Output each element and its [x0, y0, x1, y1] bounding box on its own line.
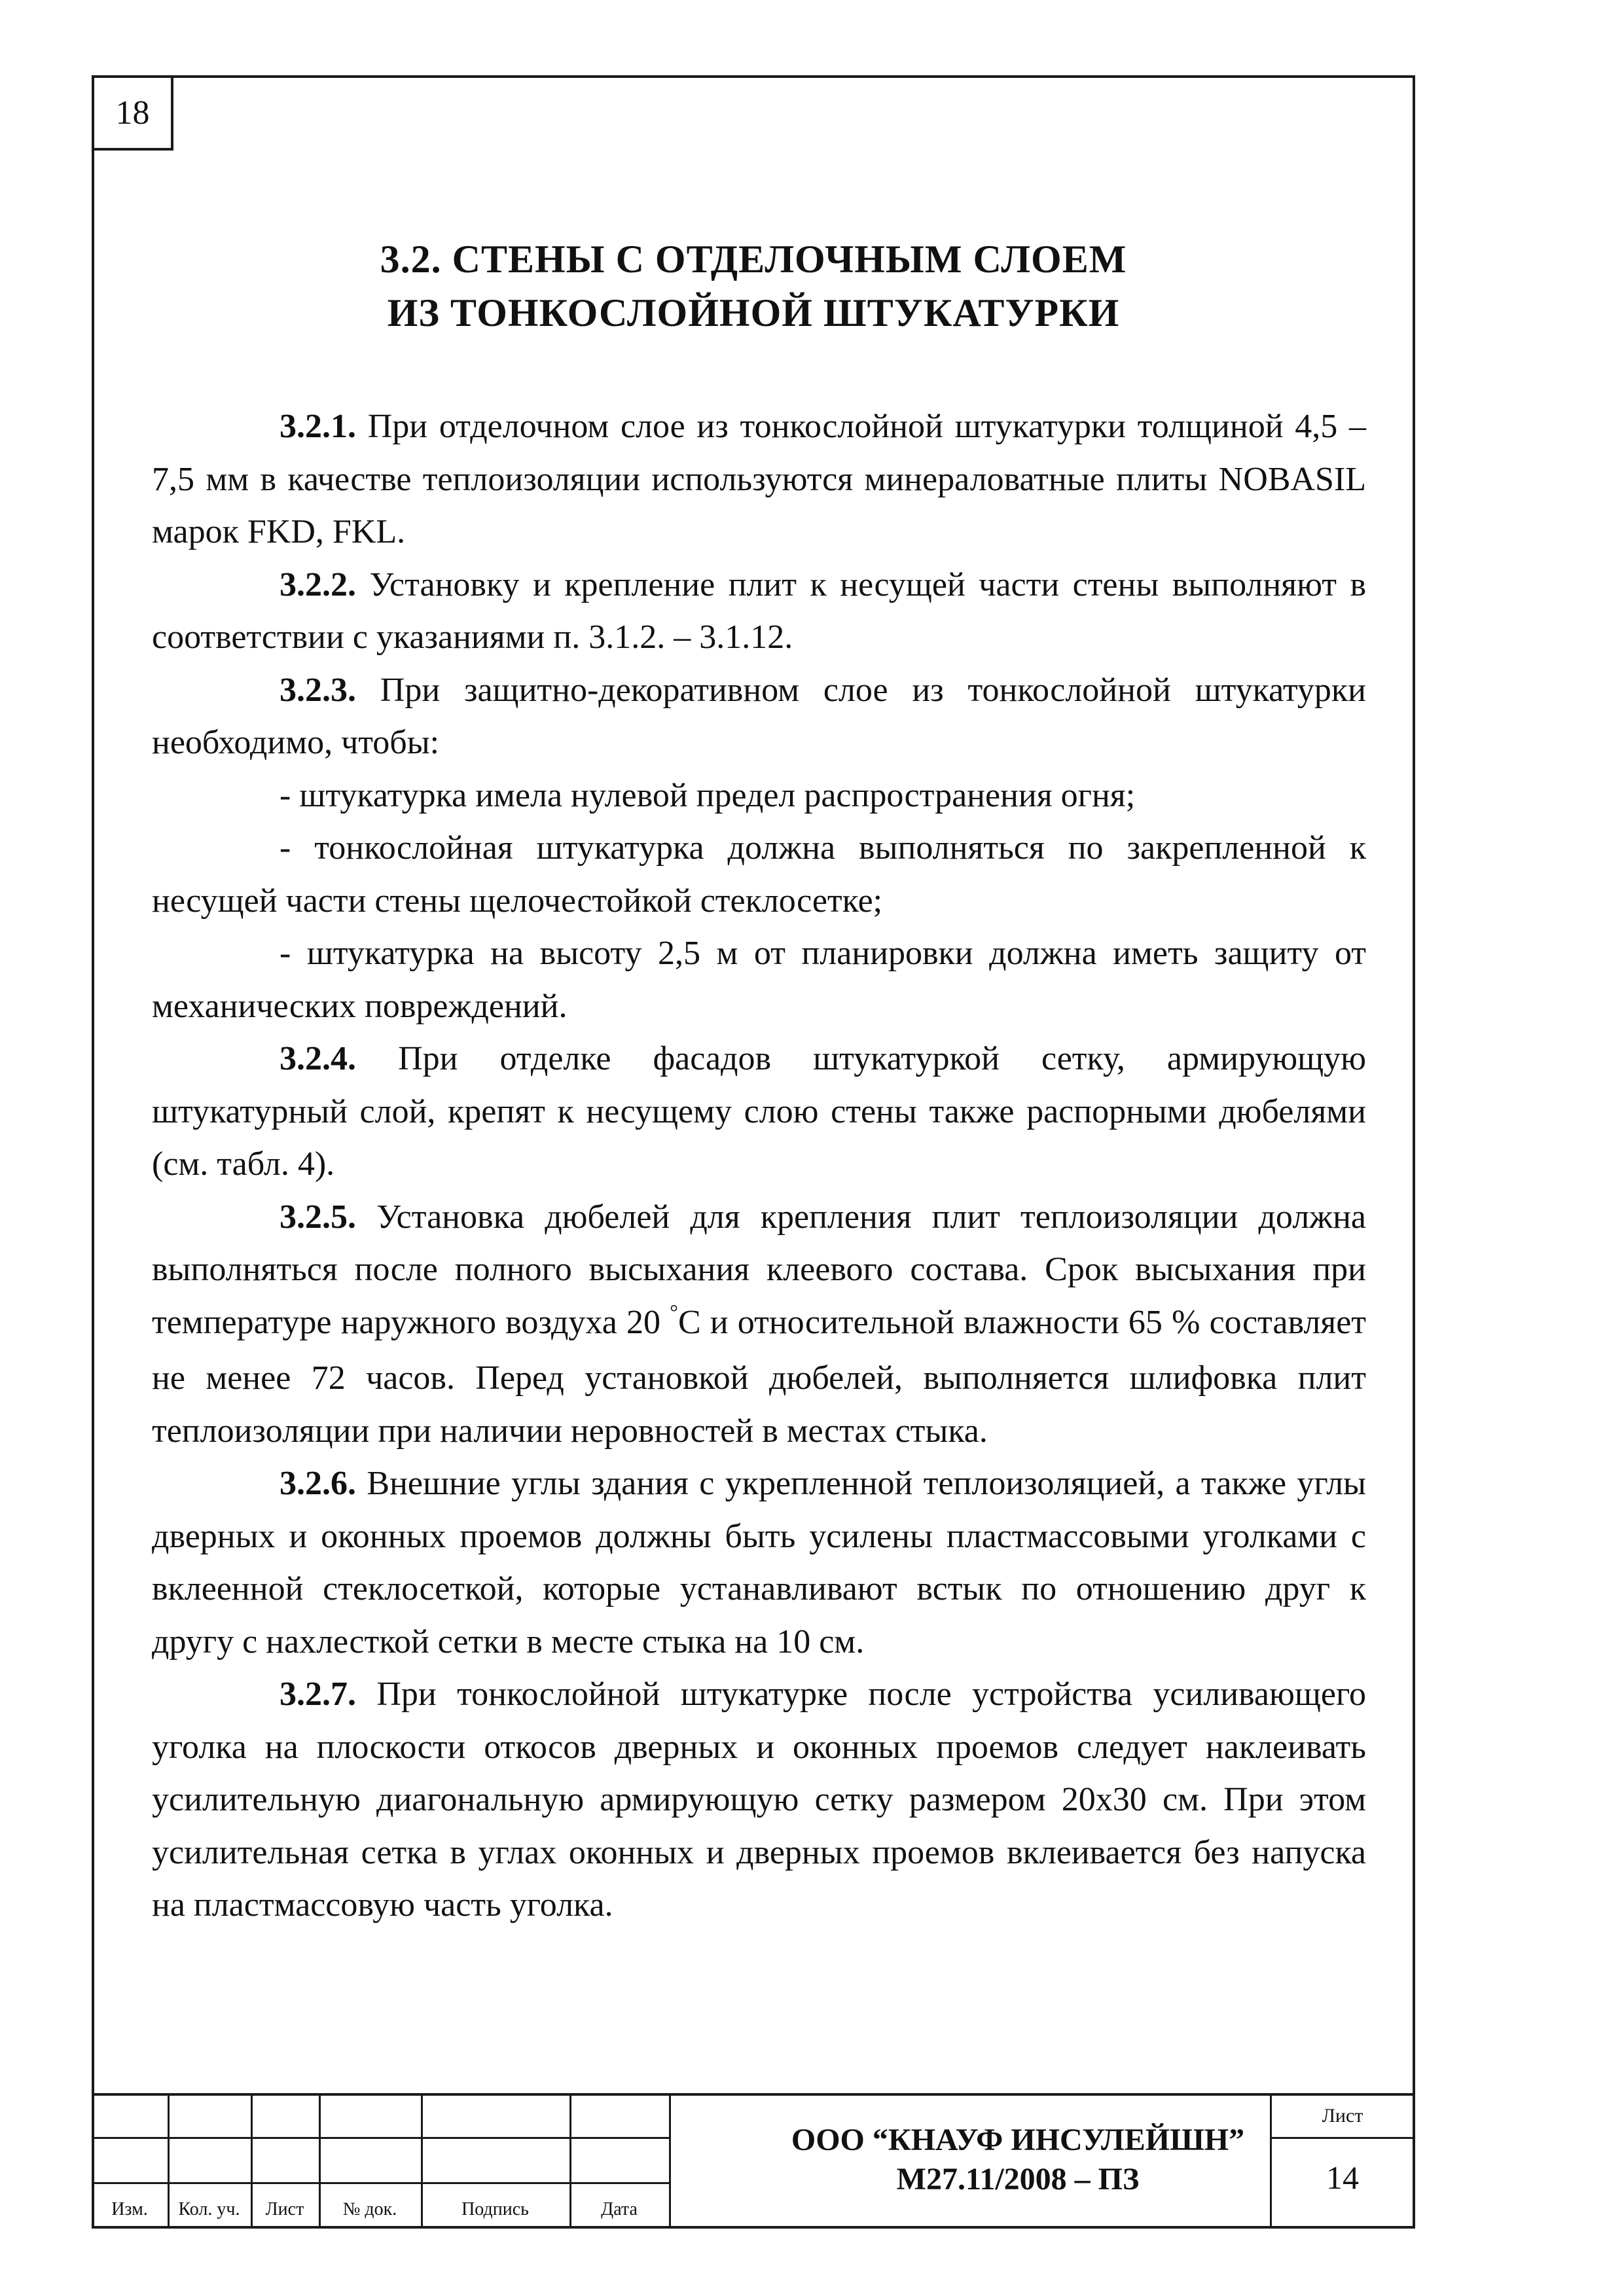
section-heading-line-1: 3.2. СТЕНЫ С ОТДЕЛОЧНЫМ СЛОЕМ	[380, 238, 1127, 281]
list-item: - штукатурка на высоту 2,5 м от планировки должна иметь защиту от механических повреждений.	[152, 935, 1366, 1025]
paragraph-text: Внешние углы здания с укрепленной теплоизоляцией, а также углы дверных и оконных проемов должны быть усилены пластмассовыми уголками с вклеенной стеклосеткой, которые устанавливают встык по отношению друг к другу с нахлесткой сетки в месте стыка на 10 см.	[152, 1465, 1366, 1660]
paragraph-text: При защитно-декоративном слое из тонкослойной штукатурки необходимо, чтобы:	[152, 671, 1366, 761]
paragraph-3-2-4	[152, 1033, 1366, 1191]
paragraph-text: Установку и крепление плит к несущей части стены выполняют в соответствии с указаниями п. 3.1.2. – 3.1.12.	[152, 565, 1367, 656]
column-label-podpis: Подпись	[461, 2199, 529, 2219]
sheet-label: Лист	[1322, 2105, 1363, 2126]
paragraph-3-2-3	[152, 664, 1366, 770]
list-item: - тонкослойная штукатурка должна выполняться по закрепленной к несущей части стены щелочестойкой стеклосетке;	[152, 829, 1366, 920]
paragraph-text: Установка дюбелей для крепления плит теплоизоляции должна выполняться после полного высыхания клеевого состава. Срок высыхания при температуре наружного воздуха 20	[152, 1198, 1366, 1341]
document-body	[152, 401, 1366, 1932]
paragraph-text: При тонкослойной штукатурке после устройства усиливающего уголка на плоскости откосов дверных и оконных проемов следует наклеивать усилительную диагональную армирующую сетку размером 20х30 см. При этом усилительная сетка в углах оконных и дверных проемов вклеивается без напуска на пластмассовую часть уголка.	[152, 1676, 1366, 1924]
title-block-divider	[92, 2182, 669, 2184]
column-label-data: Дата	[601, 2199, 638, 2219]
clause-number: 3.2.3.	[280, 671, 356, 709]
clause-number: 3.2.2.	[280, 565, 356, 603]
paragraph-text: С и относительной влажности 65 % составляет не менее 72 часов. Перед установкой дюбелей, выполняется шлифовка плит теплоизоляции при наличии неровностей в местах стыка.	[152, 1303, 1366, 1450]
title-block	[92, 2093, 1415, 2229]
paragraph-3-2-6	[152, 1458, 1366, 1668]
paragraph-text: При отделочном слое из тонкослойной штукатурки толщиной 4,5 – 7,5 мм в качестве теплоизоляции используются минераловатные плиты NOBASIL марок FKD, FKL.	[152, 408, 1367, 550]
degree-sign: °	[670, 1299, 678, 1323]
clause-number: 3.2.6.	[280, 1465, 356, 1502]
clause-number: 3.2.5.	[280, 1198, 356, 1236]
paragraph-text: При отделке фасадов штукатуркой сетку, армирующую штукатурный слой, крепят к несущему слою стены также распорными дюбелями (см. табл. 4).	[152, 1040, 1366, 1183]
clause-number: 3.2.7.	[280, 1676, 356, 1713]
sheet-number: 14	[1326, 2159, 1359, 2196]
paragraph-3-2-2	[152, 559, 1366, 664]
column-label-kol-uch: Кол. уч.	[178, 2199, 240, 2219]
clause-number: 3.2.4.	[280, 1040, 356, 1077]
list-item: - штукатурка имела нулевой предел распространения огня;	[280, 776, 1136, 814]
paragraph-3-2-7	[152, 1668, 1366, 1932]
column-label-list: Лист	[265, 2199, 304, 2219]
paragraph-3-2-1	[152, 401, 1366, 559]
paragraph-3-2-5	[152, 1191, 1366, 1458]
title-block-divider	[92, 2137, 669, 2139]
document-code: М27.11/2008 – ПЗ	[896, 2162, 1140, 2197]
section-heading-line-2: ИЗ ТОНКОСЛОЙНОЙ ШТУКАТУРКИ	[387, 291, 1120, 334]
organization-name: ООО “КНАУФ ИНСУЛЕЙШН”	[791, 2123, 1245, 2157]
page-number: 18	[92, 75, 173, 151]
section-heading	[92, 232, 1415, 340]
column-label-no-dok: № док.	[342, 2199, 397, 2219]
clause-number: 3.2.1.	[280, 408, 356, 445]
column-label-izm: Изм.	[111, 2199, 148, 2219]
